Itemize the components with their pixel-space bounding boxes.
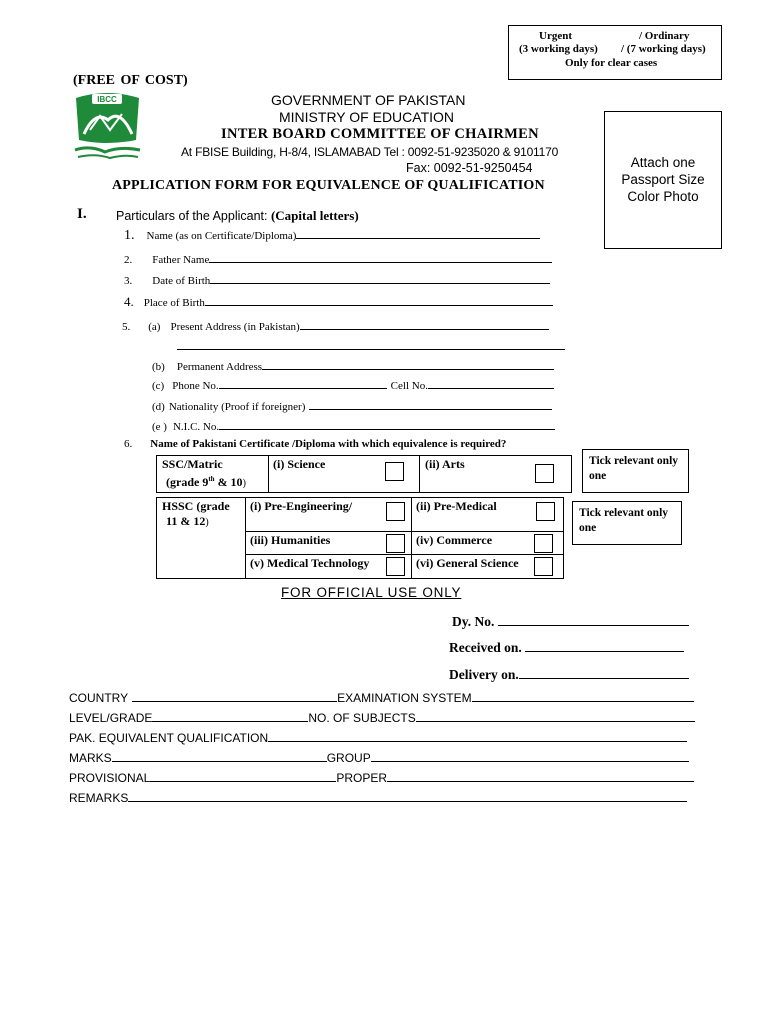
nationality-input-line[interactable]: [309, 398, 552, 410]
hssc-label-line1: HSSC (grade: [162, 499, 230, 513]
dob-input-line[interactable]: [210, 272, 550, 284]
humanities-option: (iii) Humanities: [250, 533, 331, 547]
field-phone[interactable]: [152, 377, 554, 392]
form-title: APPLICATION FORM FOR EQUIVALENCE OF QUALIFICATION: [112, 178, 545, 193]
ssc-table: [156, 455, 572, 493]
sub-d: (d): [152, 401, 165, 413]
cell-label: Cell No.: [390, 380, 428, 392]
question-6-text: Name of Pakistani Certificate /Diploma with which equivalence is required?: [150, 438, 507, 450]
urgent-label: Urgent: [539, 30, 572, 42]
pak-equivalent-label: PAK. EQUIVALENT QUALIFICATION: [69, 731, 269, 745]
field-permanent-address[interactable]: [152, 358, 554, 373]
sub-a: (a): [148, 321, 161, 333]
arts-checkbox[interactable]: [535, 464, 554, 483]
hssc-grade: 11 & 12): [166, 514, 209, 528]
subjects-label: NO. OF SUBJECTS: [308, 711, 416, 725]
nic-label: N.I.C. No.: [172, 421, 220, 433]
ordinary-days: / (7 working days): [621, 43, 706, 55]
marks-input-line[interactable]: [112, 750, 327, 762]
hssc-table: [156, 497, 564, 579]
row-pak-equivalent: [69, 730, 687, 745]
sub-b: (b): [152, 361, 165, 373]
present-input-line[interactable]: [300, 318, 549, 330]
general-science-checkbox[interactable]: [534, 557, 553, 576]
question-6: [124, 438, 506, 450]
field-present-address[interactable]: [122, 318, 549, 333]
photo-line-2: Passport Size: [621, 172, 705, 187]
ssc-tick-note: [582, 449, 689, 493]
dy-no-input-line[interactable]: [498, 613, 689, 626]
urgent-days: (3 working days): [519, 43, 598, 55]
dob-label: Date of Birth: [152, 275, 211, 287]
hssc-tick-note: [572, 501, 682, 545]
permanent-input-line[interactable]: [262, 358, 554, 370]
section-heading-text: Particulars of the Applicant:: [116, 209, 268, 223]
father-input-line[interactable]: [209, 251, 552, 263]
received-on-field[interactable]: [449, 639, 684, 656]
provisional-label: PROVISIONAL: [69, 771, 151, 785]
science-option: (i) Science: [273, 457, 326, 471]
committee-title: INTER BOARD COMMITTEE OF CHAIRMEN: [221, 126, 539, 142]
pob-input-line[interactable]: [205, 294, 553, 306]
urgency-box: [508, 25, 722, 80]
level-input-line[interactable]: [152, 710, 308, 722]
hssc-label: [162, 499, 230, 530]
level-label: LEVEL/GRADE: [69, 711, 153, 725]
delivery-on-label: Delivery on.: [449, 667, 519, 682]
government-title: GOVERNMENT OF PAKISTAN: [271, 92, 466, 108]
logo-text: IBCC: [97, 95, 117, 104]
pre-engineering-checkbox[interactable]: [386, 502, 405, 521]
delivery-on-field[interactable]: [449, 666, 689, 683]
row-level: [69, 710, 695, 725]
received-on-input-line[interactable]: [525, 639, 684, 652]
medical-technology-checkbox[interactable]: [386, 557, 405, 576]
field-father-name[interactable]: [124, 251, 552, 266]
subjects-input-line[interactable]: [416, 710, 695, 722]
country-label: COUNTRY: [69, 691, 129, 705]
nationality-label: Nationality (Proof if foreigner): [168, 401, 306, 413]
remarks-input-line[interactable]: [128, 790, 687, 802]
sub-e: (e ): [152, 421, 167, 433]
official-use-title: FOR OFFICIAL USE ONLY: [281, 585, 462, 600]
field-number: 4.: [124, 294, 134, 309]
name-input-line[interactable]: [296, 227, 540, 239]
ssc-grade: (grade 9th & 10): [166, 475, 246, 489]
field-number: 2.: [124, 254, 133, 266]
field-number: 6.: [124, 438, 133, 450]
section-heading-note: (Capital letters): [270, 208, 359, 223]
row-remarks: [69, 790, 687, 805]
ssc-tick-text: Tick relevant only one: [589, 455, 679, 482]
section-number: I.: [77, 206, 87, 222]
pak-equivalent-input-line[interactable]: [268, 730, 687, 742]
field-nic[interactable]: [152, 418, 555, 433]
humanities-checkbox[interactable]: [386, 534, 405, 553]
address-line: At FBISE Building, H-8/4, ISLAMABAD Tel : 0092-51-9235020 & 9101170: [181, 145, 559, 159]
exam-system-label: EXAMINATION SYSTEM: [337, 691, 472, 705]
received-on-label: Received on.: [449, 640, 522, 655]
father-label: Father Name: [152, 254, 210, 266]
free-of-cost-label: (FREE OF COST): [73, 73, 188, 88]
ssc-label: [162, 457, 246, 491]
ssc-label-line1: SSC/Matric: [162, 457, 223, 471]
pob-label: Place of Birth: [143, 297, 205, 309]
photo-box: [604, 111, 722, 249]
group-label: GROUP: [326, 751, 371, 765]
marks-label: MARKS: [69, 751, 112, 765]
remarks-label: REMARKS: [69, 791, 129, 805]
general-science-option: (vi) General Science: [416, 556, 519, 570]
field-nationality[interactable]: [152, 398, 552, 413]
dy-no-field[interactable]: [452, 613, 689, 630]
commerce-option: (iv) Commerce: [416, 533, 493, 547]
pre-engineering-option: (i) Pre-Engineering/: [250, 499, 353, 513]
field-name[interactable]: [124, 227, 540, 244]
nic-input-line[interactable]: [219, 418, 555, 430]
proper-input-line[interactable]: [387, 770, 694, 782]
science-checkbox[interactable]: [385, 462, 404, 481]
arts-option: (ii) Arts: [425, 457, 465, 471]
phone-input-line[interactable]: [219, 377, 387, 389]
row-marks: [69, 750, 689, 765]
name-label: Name (as on Certificate/Diploma): [146, 230, 297, 242]
photo-line-1: Attach one: [630, 155, 696, 170]
sub-c: (c): [152, 380, 165, 392]
delivery-on-input-line[interactable]: [519, 666, 689, 679]
ordinary-label: / Ordinary: [639, 30, 690, 42]
permanent-label: Permanent Address: [176, 361, 263, 373]
urgency-note: Only for clear cases: [565, 57, 658, 69]
present-label: Present Address (in Pakistan): [170, 321, 300, 333]
pre-medical-option: (ii) Pre-Medical: [416, 499, 497, 513]
field-dob[interactable]: [124, 272, 550, 287]
cell-input-line[interactable]: [428, 377, 554, 389]
country-input-line[interactable]: [132, 690, 337, 702]
provisional-input-line[interactable]: [150, 770, 336, 782]
field-number: 1.: [124, 228, 135, 243]
row-country: [69, 690, 694, 705]
commerce-checkbox[interactable]: [534, 534, 553, 553]
present-address-line-2[interactable]: [177, 349, 565, 350]
field-number: 3.: [124, 275, 133, 287]
ibcc-logo: [70, 90, 145, 162]
section-heading: [116, 208, 359, 224]
dy-no-label: Dy. No.: [452, 614, 495, 629]
ministry-title: MINISTRY OF EDUCATION: [279, 109, 455, 125]
photo-line-3: Color Photo: [627, 189, 699, 204]
proper-label: PROPER: [336, 771, 388, 785]
field-number: 5.: [122, 321, 131, 333]
fax-line: Fax: 0092-51-9250454: [406, 161, 533, 175]
exam-system-input-line[interactable]: [472, 690, 694, 702]
row-provisional: [69, 770, 694, 785]
pre-medical-checkbox[interactable]: [536, 502, 555, 521]
phone-label: Phone No.: [172, 380, 219, 392]
hssc-tick-text: Tick relevant only one: [579, 507, 669, 534]
field-pob[interactable]: [124, 294, 553, 310]
medical-technology-option: (v) Medical Technology: [250, 556, 370, 570]
group-input-line[interactable]: [371, 750, 689, 762]
